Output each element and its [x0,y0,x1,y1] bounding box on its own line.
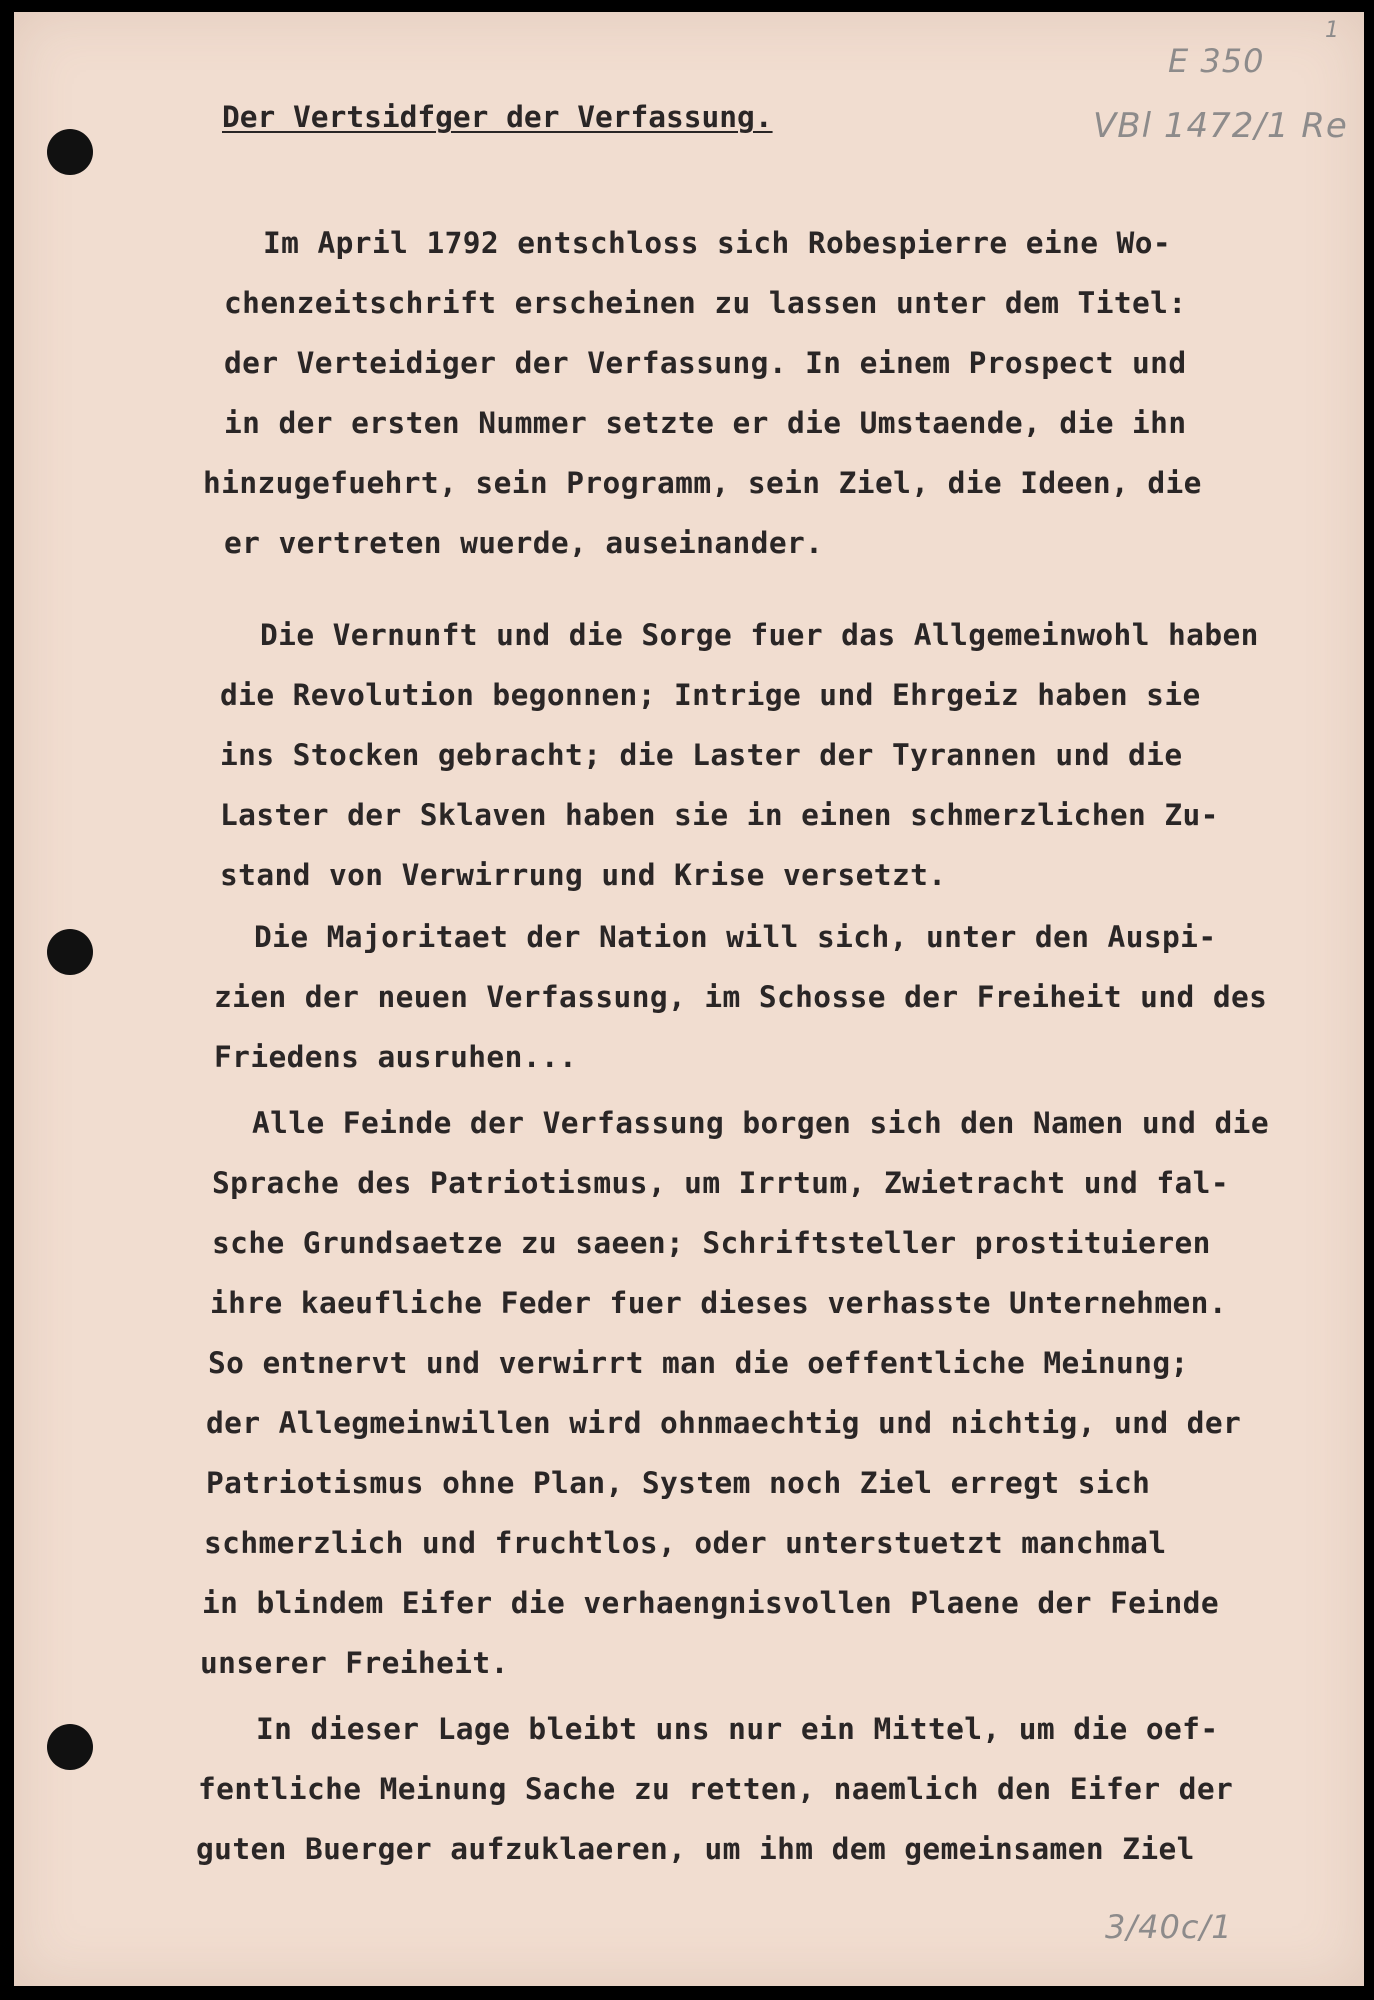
text-line: ins Stocken gebracht; die Laster der Tyrannen und die [220,738,1183,772]
text-line: unserer Freiheit. [200,1646,509,1680]
text-line: chenzeitschrift erscheinen zu lassen unter dem Titel: [224,286,1187,320]
text-line: fentliche Meinung Sache zu retten, naemlich den Eifer der [198,1772,1234,1806]
punch-hole-middle [47,929,93,975]
text-line: Alle Feinde der Verfassung borgen sich den Namen und die [252,1106,1269,1140]
signature-annotation: VBl 1472/1 Re [1093,106,1348,146]
text-line: er vertreten wuerde, auseinander. [224,526,824,560]
text-line: guten Buerger aufzuklaeren, um ihm dem gemeinsamen Ziel [196,1832,1195,1866]
punch-hole-top [47,129,93,175]
text-line: schmerzlich und fruchtlos, oder unterstuetzt manchmal [204,1526,1167,1560]
folio-annotation: 3/40c/1 [1105,1908,1233,1946]
text-line: Laster der Sklaven haben sie in einen schmerzlichen Zu- [220,798,1219,832]
text-line: hinzugefuehrt, sein Programm, sein Ziel, die Ideen, die [203,466,1202,500]
text-line: der Verteidiger der Verfassung. In einem Prospect und [224,346,1187,380]
text-line: stand von Verwirrung und Krise versetzt. [220,858,947,892]
text-line: In dieser Lage bleibt uns nur ein Mittel, um die oef- [256,1712,1219,1746]
text-line: die Revolution begonnen; Intrige und Ehrgeiz haben sie [220,678,1201,712]
archive-code-annotation: E 350 [1168,42,1265,80]
punch-hole-bottom [47,1724,93,1770]
page-number-annotation: 1 [1325,18,1339,43]
document-title: Der Vertsidfger der Verfassung. [222,100,773,134]
text-line: der Allegmeinwillen wird ohnmaechtig und nichtig, und der [206,1406,1242,1440]
text-line: So entnervt und verwirrt man die oeffentliche Meinung; [208,1346,1189,1380]
text-line: Friedens ausruhen... [214,1040,578,1074]
text-line: Die Vernunft und die Sorge fuer das Allgemeinwohl haben [260,618,1259,652]
text-line: sche Grundsaetze zu saeen; Schriftsteller prostituieren [212,1226,1211,1260]
text-line: ihre kaeufliche Feder fuer dieses verhasste Unternehmen. [210,1286,1227,1320]
text-line: zien der neuen Verfassung, im Schosse der Freiheit und des [214,980,1268,1014]
text-line: Die Majoritaet der Nation will sich, unter den Auspi- [254,920,1217,954]
text-line: in der ersten Nummer setzte er die Umstaende, die ihn [224,406,1187,440]
text-line: Im April 1792 entschloss sich Robespierre eine Wo- [263,226,1172,260]
text-line: in blindem Eifer die verhaengnisvollen Plaene der Feinde [202,1586,1219,1620]
text-line: Sprache des Patriotismus, um Irrtum, Zwietracht und fal- [212,1166,1229,1200]
text-line: Patriotismus ohne Plan, System noch Ziel erregt sich [206,1466,1151,1500]
